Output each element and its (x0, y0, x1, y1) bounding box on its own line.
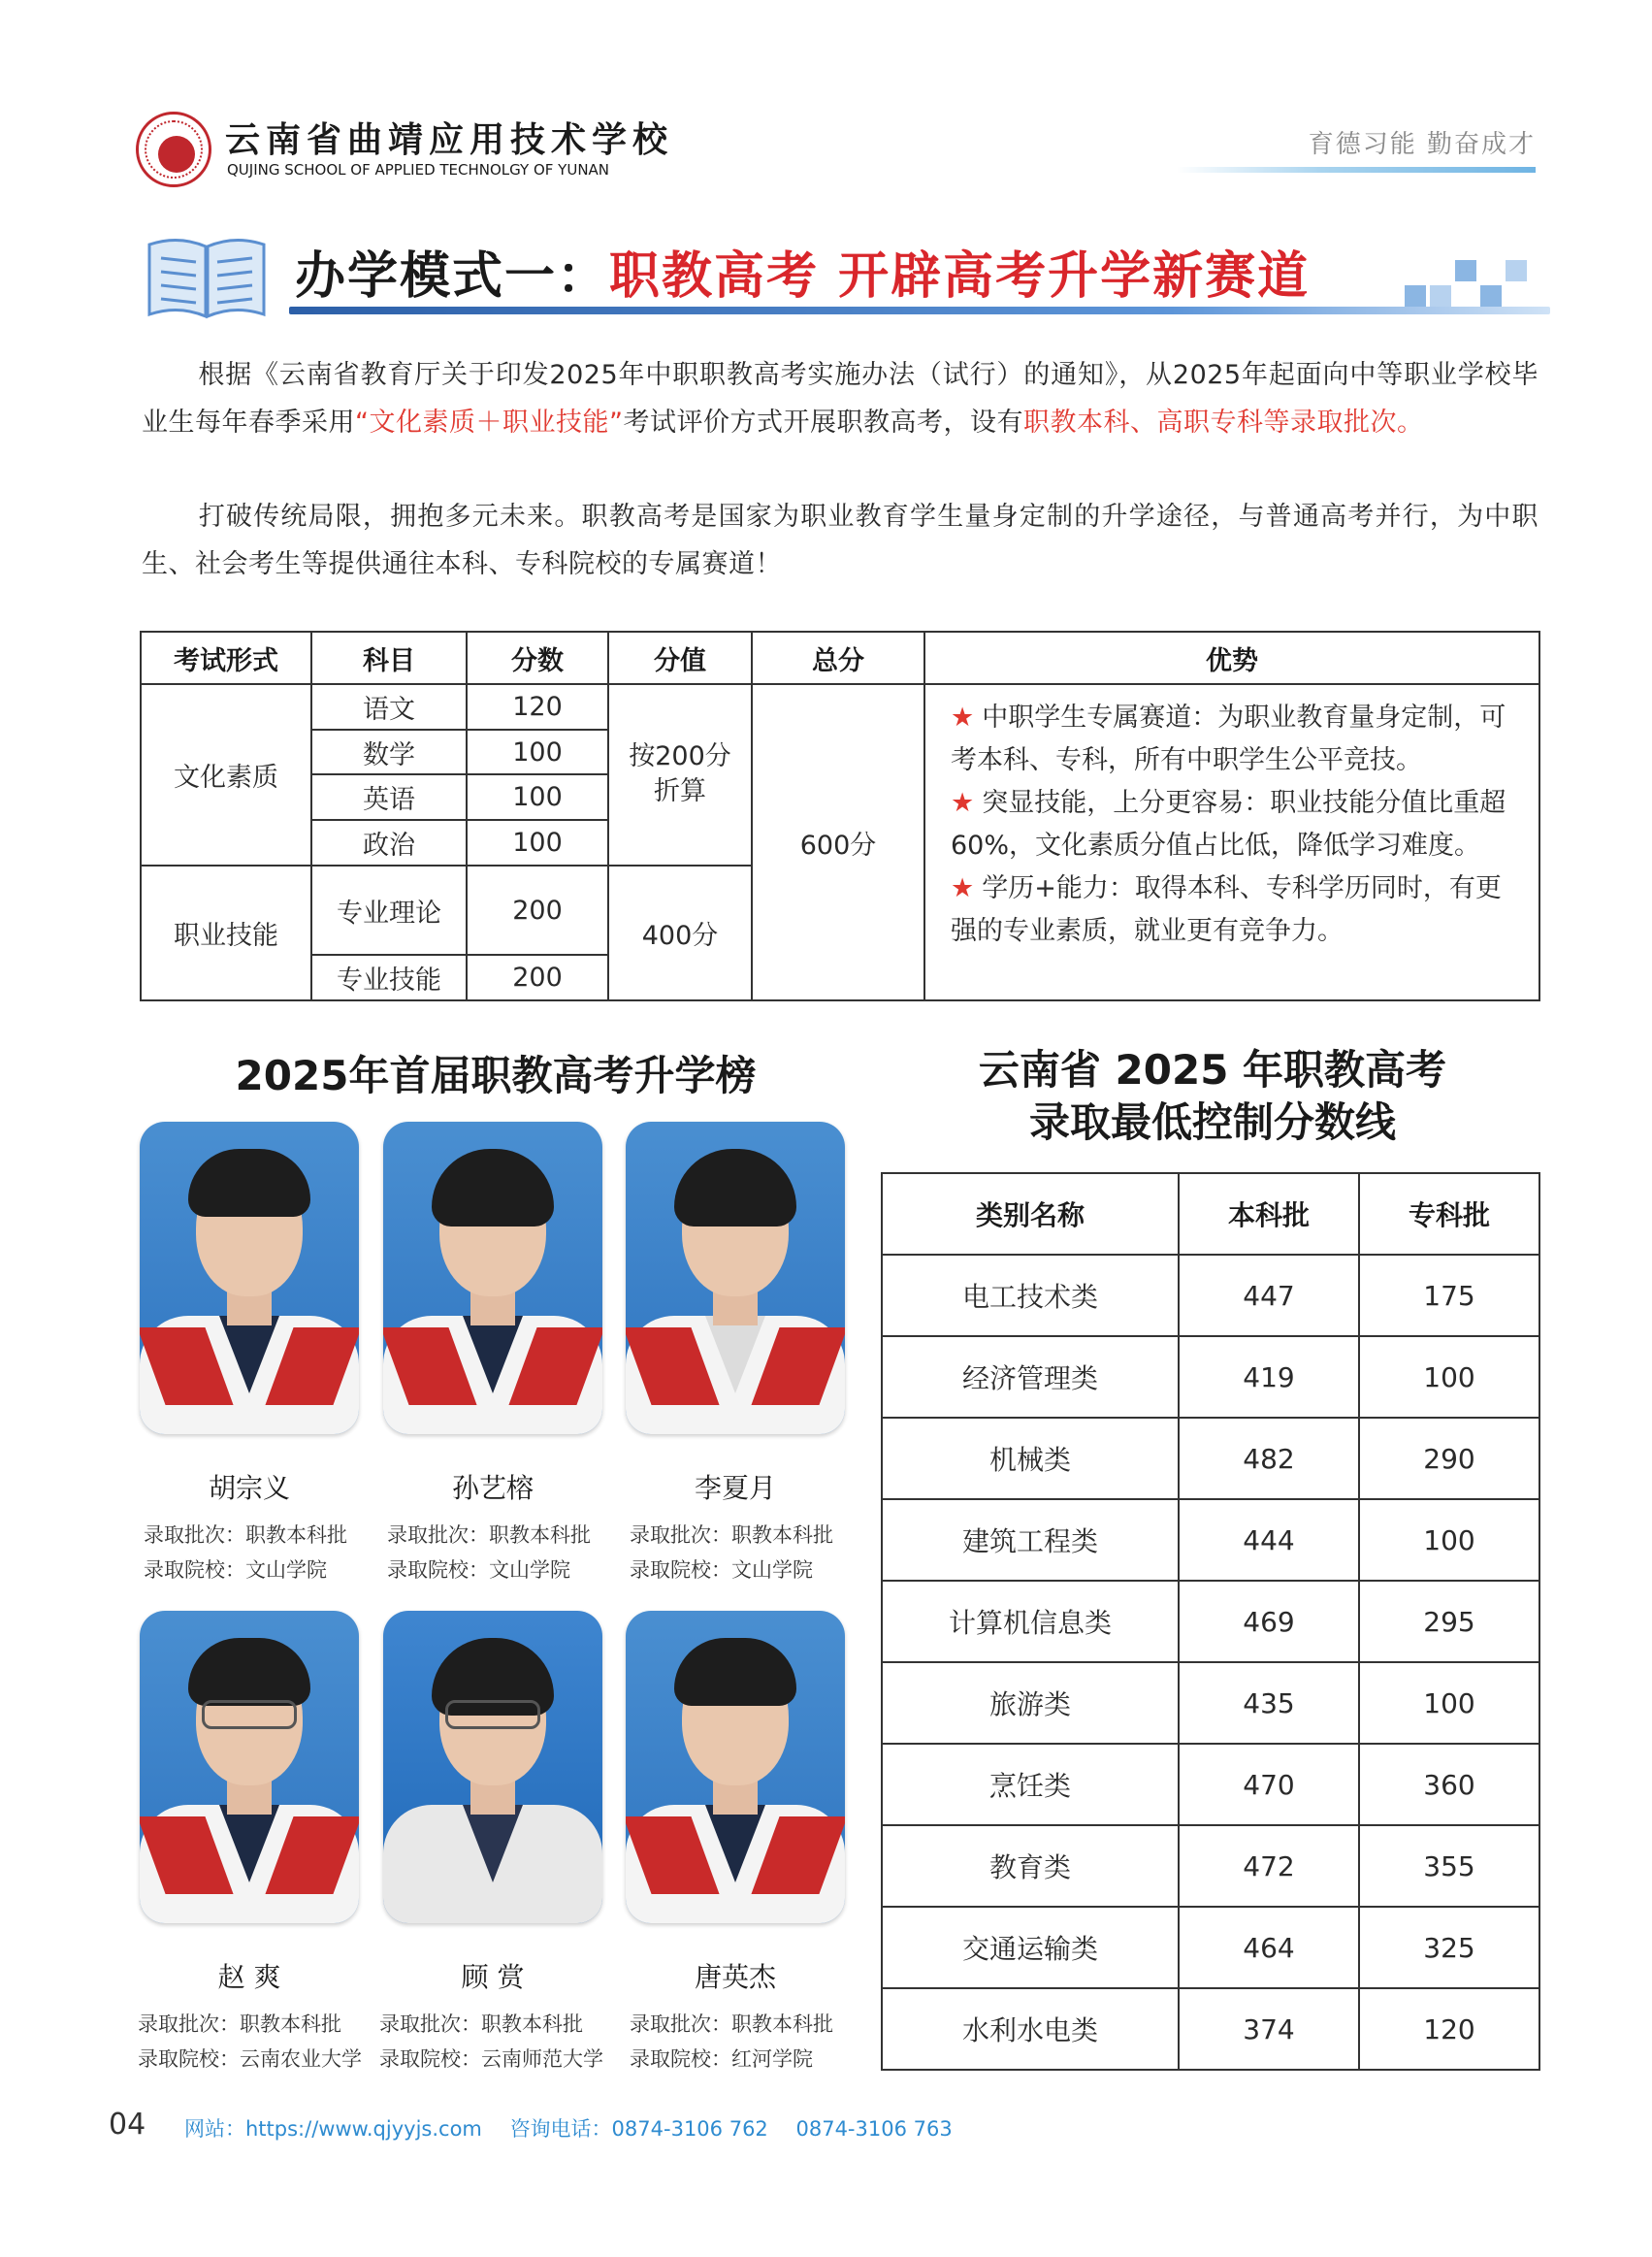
school-name-cn: 云南省曲靖应用技术学校 (225, 119, 674, 160)
skill-label: 职业技能 (141, 866, 311, 1000)
student-info: 录取批次：职教本科批 录取院校：文山学院 (387, 1523, 591, 1582)
student-photo (626, 1122, 845, 1434)
header-cell: 总分 (752, 632, 924, 684)
header-cell: 优势 (924, 632, 1539, 684)
score-cell: 200 (467, 955, 608, 1000)
school-motto: 育德习能 勤奋成才 (1308, 130, 1536, 159)
phone-number-2: 0874-3106 763 (795, 2117, 953, 2141)
motto-divider (1177, 167, 1536, 173)
school-logo-block (136, 107, 674, 194)
banner-underline (289, 307, 1550, 314)
school-emblem-icon (136, 112, 211, 187)
subject-cell: 专业理论 (311, 866, 467, 955)
culture-label: 文化素质 (141, 684, 311, 866)
phone-number: 咨询电话：0874-3106 762 (509, 2117, 768, 2141)
table-row: 水利水电类 374 120 (882, 1988, 1539, 2070)
header-cell: 科目 (311, 632, 467, 684)
student-info: 录取批次：职教本科批 录取院校：文山学院 (630, 1523, 833, 1582)
score-cell: 120 (467, 684, 608, 730)
table-row: 经济管理类 419 100 (882, 1336, 1539, 1418)
subject-cell: 专业技能 (311, 955, 467, 1000)
header-cell: 专科批 (1359, 1173, 1539, 1255)
table-row: 教育类 472 355 (882, 1825, 1539, 1907)
table-row (141, 684, 1539, 730)
student-photo (626, 1611, 845, 1923)
header-cell: 类别名称 (882, 1173, 1179, 1255)
score-line-title: 云南省 2025 年职教高考 录取最低控制分数线 (978, 1046, 1447, 1146)
culture-value: 按200分折算 (608, 684, 752, 866)
student-name: 李夏月 (694, 1472, 776, 1504)
student-name: 顾 赏 (461, 1961, 525, 1993)
score-cell: 100 (467, 774, 608, 820)
exam-structure-table (140, 631, 1540, 1001)
student-photo (383, 1122, 602, 1434)
table-row: 烹饪类 470 360 (882, 1744, 1539, 1825)
admission-batches-highlight: 职教本科、高职专科等录取批次。 (1022, 408, 1424, 438)
subject-cell: 英语 (311, 774, 467, 820)
advantage-item: ★ 突显技能，上分更容易：职业技能分值比重超 60%，文化素质分值占比低，降低学习难度。 (951, 788, 1506, 861)
score-cell: 100 (467, 730, 608, 775)
school-name-en: QUJING SCHOOL OF APPLIED TECHNOLGY OF YUNAN (227, 161, 610, 179)
score-cell: 100 (467, 820, 608, 866)
subject-cell: 语文 (311, 684, 467, 730)
score-cell: 200 (467, 866, 608, 955)
section-banner (144, 229, 1531, 326)
table-row: 计算机信息类 469 295 (882, 1581, 1539, 1662)
header-cell: 本科批 (1179, 1173, 1359, 1255)
section-title-highlight: 职教高考 开辟高考升学新赛道 (609, 247, 1311, 306)
table-row: 旅游类 435 100 (882, 1662, 1539, 1744)
student-photo (140, 1122, 359, 1434)
advantage-item: ★ 学历+能力：取得本科、专科学历同时，有更强的专业素质，就业更有竞争力。 (951, 873, 1502, 946)
student-name: 胡宗义 (208, 1472, 290, 1504)
table-row: 建筑工程类 444 100 (882, 1499, 1539, 1581)
student-photo (140, 1611, 359, 1923)
footer-contact (184, 2113, 974, 2143)
skill-value: 400分 (608, 866, 752, 1000)
table-header-row (141, 632, 1539, 684)
student-info: 录取批次：职教本科批 录取院校：云南农业大学 (138, 2012, 362, 2071)
student-name: 唐英杰 (694, 1961, 776, 1993)
decorative-squares (1405, 260, 1531, 318)
intro-paragraph-1: 根据《云南省教育厅关于印发2025年中职职教高考实施办法（试行）的通知》，从2025年起面向中等职业学校毕业生每年春季采用“文化素质＋职业技能”考试评价方式开展职教高考，设有职教本科、高职专科等录取批次。 (142, 360, 1539, 438)
student-info: 录取批次：职教本科批 录取院校：红河学院 (630, 2012, 833, 2071)
table-header-row (882, 1173, 1539, 1255)
header-cell: 考试形式 (141, 632, 311, 684)
exam-format-highlight: “文化素质＋职业技能” (355, 408, 624, 438)
section-title-prefix: 办学模式一： (295, 247, 610, 306)
table-row: 电工技术类 447 175 (882, 1255, 1539, 1336)
student-info: 录取批次：职教本科批 录取院校：文山学院 (144, 1523, 347, 1582)
student-photo (383, 1611, 602, 1923)
header-cell: 分值 (608, 632, 752, 684)
section-title (295, 235, 1310, 308)
student-info: 录取批次：职教本科批 录取院校：云南师范大学 (379, 2012, 603, 2071)
subject-cell: 数学 (311, 730, 467, 775)
open-book-icon (144, 231, 270, 320)
subject-cell: 政治 (311, 820, 467, 866)
intro-paragraph-2: 打破传统局限，拥抱多元未来。职教高考是国家为职业教育学生量身定制的升学途径，与普通高考并行，为中职生、社会考生等提供通往本科、专科院校的专属赛道！ (142, 502, 1539, 579)
page-number: 04 (109, 2108, 146, 2142)
table-row: 交通运输类 464 325 (882, 1907, 1539, 1988)
table-row: 机械类 482 290 (882, 1418, 1539, 1499)
advantages-cell (924, 684, 1539, 1000)
total-score: 600分 (752, 684, 924, 1000)
student-name: 赵 爽 (217, 1961, 281, 1993)
star-icon: ★ (951, 788, 975, 818)
header-cell: 分数 (467, 632, 608, 684)
students-title: 2025年首届职教高考升学榜 (235, 1052, 757, 1099)
star-icon: ★ (951, 873, 975, 903)
score-line-table (881, 1172, 1540, 2071)
star-icon: ★ (951, 703, 975, 733)
student-name: 孙艺榕 (451, 1472, 534, 1504)
website-link[interactable]: 网站：https://www.qjyyjs.com (184, 2117, 482, 2141)
advantage-item: ★ 中职学生专属赛道：为职业教育量身定制，可考本科、专科，所有中职学生公平竞技。 (951, 703, 1506, 775)
